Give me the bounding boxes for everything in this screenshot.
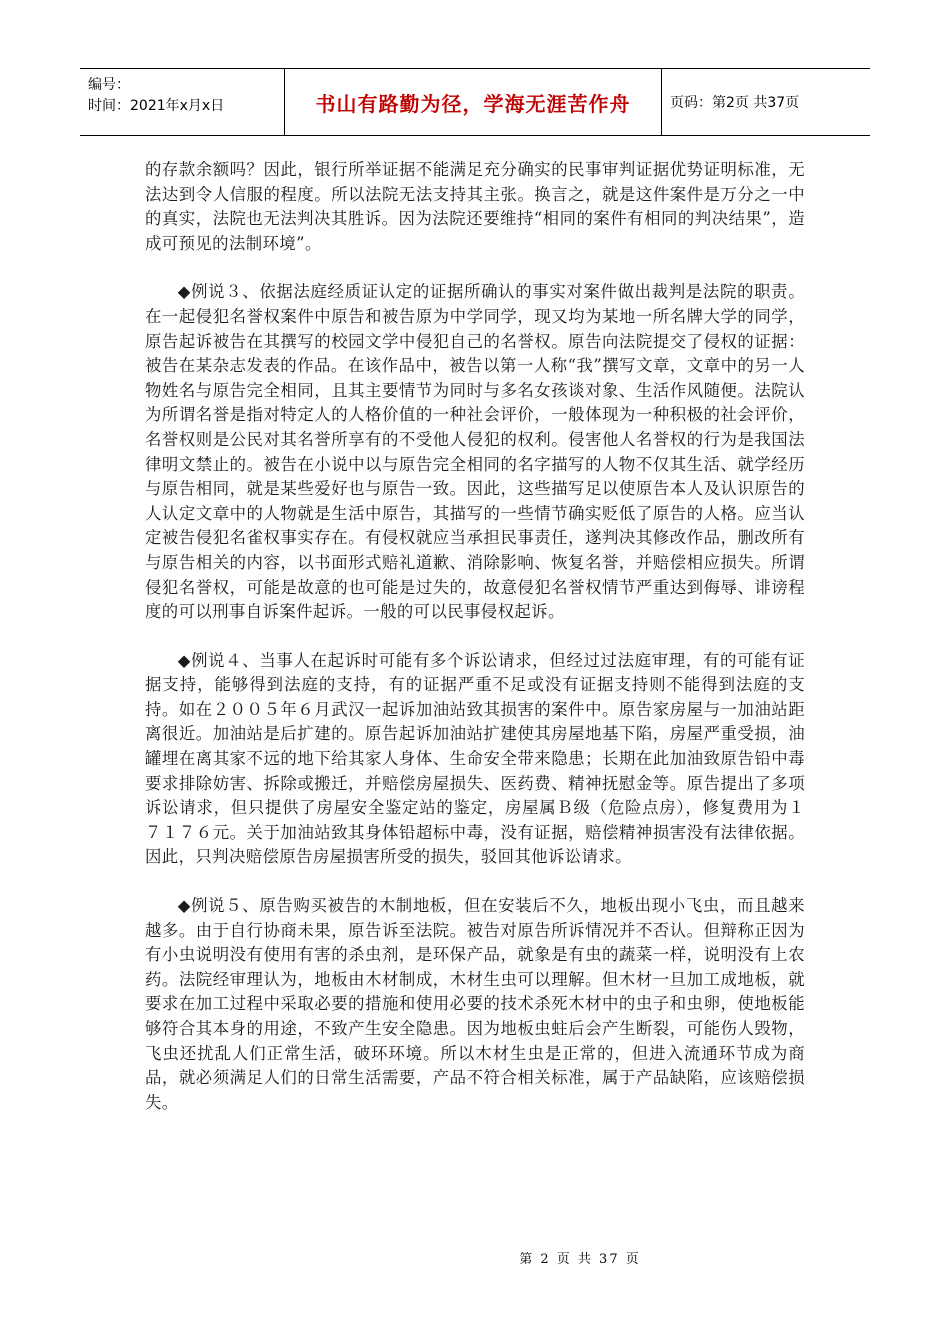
header-page-info: 页码：第2页 共37页 (670, 95, 800, 111)
page-footer: 第 2 页 共 37 页 (519, 1252, 641, 1267)
page-header (80, 68, 870, 136)
header-meta (80, 69, 285, 135)
document-body (145, 158, 805, 1139)
paragraph-continuation: 的存款余额吗？因此，银行所举证据不能满足充分确实的民事审判证据优势证明标准，无法达到令人信服的程度。所以法院无法支持其主张。换言之，就是这件案件是万分之一中的真实，法院也无法判决其胜诉。因为法院还要维持“相同的案件有相同的判决结果”，造成可预见的法制环境”。 (145, 160, 805, 253)
document-date-label: 时间：2021年x月x日 (88, 98, 225, 114)
header-motto: 书山有路勤为径，学海无涯苦作舟 (285, 69, 662, 135)
document-number-label: 编号： (88, 77, 130, 93)
paragraph-example-5: ◆例说５、原告购买被告的木制地板，但在安装后不久，地板出现小飞虫，而且越来越多。由于自行协商未果，原告诉至法院。被告对原告所诉情况并不否认。但辩称正因为有小虫说明没有使用有害的杀虫剂，是环保产品，就象是有虫的蔬菜一样，说明没有上农药。法院经审理认为，地板由木材制成，木材生虫可以理解。但木材一旦加工成地板，就要求在加工过程中采取必要的措施和使用必要的技术杀死木材中的虫子和虫卵，使地板能够符合其本身的用途，不致产生安全隐患。因为地板虫蛀后会产生断裂，可能伤人毁物，飞虫还扰乱人们正常生活，破环环境。所以木材生虫是正常的，但进入流通环节成为商品，就必须满足人们的日常生活需要，产品不符合相关标准，属于产品缺陷，应该赔偿损失。 (145, 896, 805, 1112)
paragraph-example-4: ◆例说４、当事人在起诉时可能有多个诉讼请求，但经过过法庭审理，有的可能有证据支持，能够得到法庭的支持，有的证据严重不足或没有证据支持则不能得到法庭的支持。如在２００５年６月武汉一起诉加油站致其损害的案件中。原告家房屋与一加油站距离很近。加油站是后扩建的。原告起诉加油站扩建使其房屋地基下陷，房屋严重受损，油罐埋在离其家不远的地下给其家人身体、生命安全带来隐患；长期在此加油致原告铅中毒要求排除妨害、拆除或搬迁，并赔偿房屋损失、医药费、精神抚慰金等。原告提出了多项诉讼请求，但只提供了房屋安全鉴定站的鉴定，房屋属Ｂ级（危险点房），修复费用为１７１７６元。关于加油站致其身体铅超标中毒，没有证据，赔偿精神损害没有法律依据。因此，只判决赔偿原告房屋损害所受的损失，驳回其他诉讼请求。 (145, 650, 805, 867)
paragraph-example-3: ◆例说３、依据法庭经质证认定的证据所确认的事实对案件做出裁判是法院的职责。在一起侵犯名誉权案件中原告和被告原为中学同学，现又均为某地一所名牌大学的同学，原告起诉被告在其撰写的校园文学中侵犯自己的名誉权。原告向法院提交了侵权的证据：被告在某杂志发表的作品。在该作品中，被告以第一人称“我”撰写文章，文章中的另一人物姓名与原告完全相同，且其主要情节为同时与多名女孩谈对象、生活作风随便。法院认为所谓名誉是指对特定人的人格价值的一种社会评价，一般体现为一种积极的社会评价，名誉权则是公民对其名誉所享有的不受他人侵犯的权利。侵害他人名誉权的行为是我国法律明文禁止的。被告在小说中以与原告完全相同的名字描写的人物不仅其生活、就学经历与原告相同，就是某些爱好也与原告一致。因此，这些描写足以使原告本人及认识原告的人认定文章中的人物就是生活中原告，其描写的一些情节确实贬低了原告的人格。应当认定被告侵犯名雀权事实存在。有侵权就应当承担民事责任，遂判决其修改作品，删改所有与原告相关的内容，以书面形式赔礼道歉、消除影响、恢复名誉，并赔偿相应损失。所谓侵犯名誉权，可能是故意的也可能是过失的，故意侵犯名誉权情节严重达到侮辱、诽谤程度的可以刑事自诉案件起诉。一般的可以民事侵权起诉。 (145, 282, 805, 622)
